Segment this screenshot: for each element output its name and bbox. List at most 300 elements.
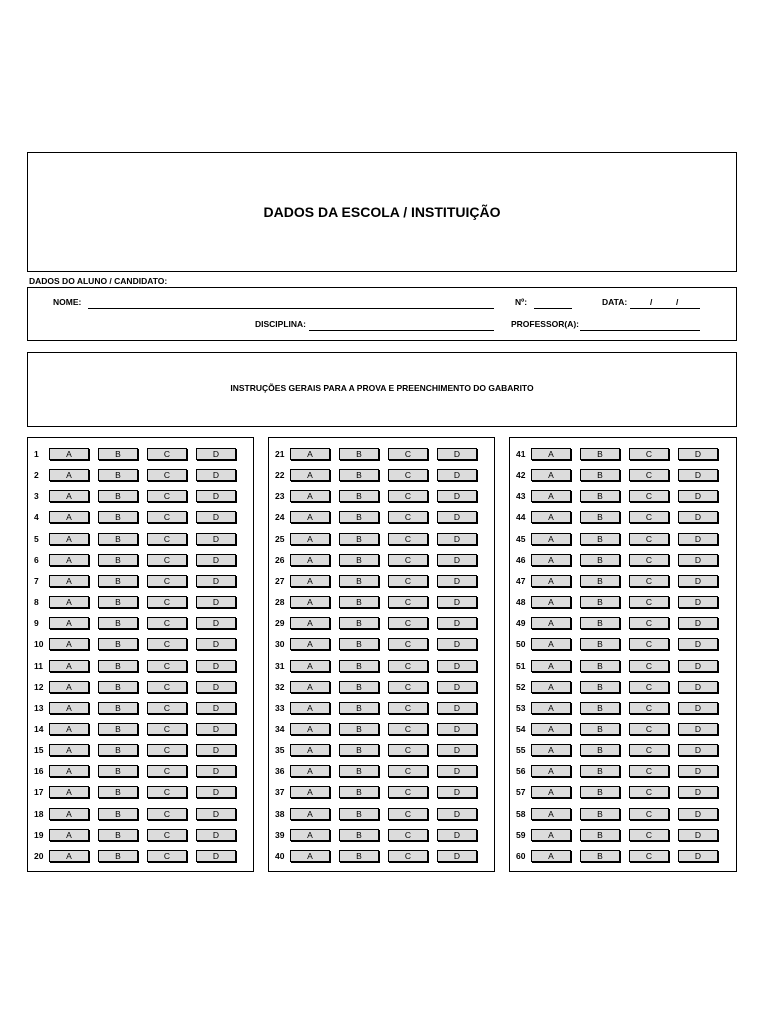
answer-option-a[interactable]: A bbox=[531, 808, 571, 820]
answer-option-d[interactable]: D bbox=[196, 850, 236, 862]
question-number: 5 bbox=[34, 534, 39, 544]
question-number: 41 bbox=[516, 449, 526, 459]
answer-option-a[interactable]: A bbox=[49, 533, 89, 545]
answer-option-c[interactable]: C bbox=[629, 786, 669, 798]
answer-option-a[interactable]: A bbox=[531, 490, 571, 502]
date-field[interactable] bbox=[630, 308, 700, 309]
answer-option-b[interactable]: B bbox=[98, 638, 138, 650]
answer-option-b[interactable]: B bbox=[580, 617, 620, 629]
answer-option-a[interactable]: A bbox=[531, 617, 571, 629]
answer-option-c[interactable]: C bbox=[147, 575, 187, 587]
question-row bbox=[28, 660, 253, 672]
question-number: 25 bbox=[275, 534, 285, 544]
answer-option-d[interactable]: D bbox=[437, 808, 477, 820]
answer-option-a[interactable]: A bbox=[49, 829, 89, 841]
answer-option-c[interactable]: C bbox=[388, 850, 428, 862]
answer-option-b[interactable]: B bbox=[98, 723, 138, 735]
answer-option-c[interactable]: C bbox=[147, 490, 187, 502]
answer-option-b[interactable]: B bbox=[98, 511, 138, 523]
answer-option-d[interactable]: D bbox=[196, 448, 236, 460]
answer-option-c[interactable]: C bbox=[388, 596, 428, 608]
answer-option-c[interactable]: C bbox=[147, 744, 187, 756]
question-number: 26 bbox=[275, 555, 285, 565]
answer-option-d[interactable]: D bbox=[678, 765, 718, 777]
answer-option-c[interactable]: C bbox=[388, 533, 428, 545]
answer-option-b[interactable]: B bbox=[98, 850, 138, 862]
question-number: 35 bbox=[275, 745, 285, 755]
answer-option-a[interactable]: A bbox=[49, 638, 89, 650]
answer-option-b[interactable]: B bbox=[98, 617, 138, 629]
answer-option-b[interactable]: B bbox=[98, 681, 138, 693]
question-row bbox=[269, 448, 494, 460]
answer-option-a[interactable]: A bbox=[49, 786, 89, 798]
answer-option-c[interactable]: C bbox=[147, 829, 187, 841]
answer-option-c[interactable]: C bbox=[147, 850, 187, 862]
date-label: DATA: bbox=[602, 297, 628, 307]
answer-option-c[interactable]: C bbox=[629, 765, 669, 777]
answer-option-a[interactable]: A bbox=[290, 765, 330, 777]
answer-option-a[interactable]: A bbox=[531, 660, 571, 672]
answer-option-a[interactable]: A bbox=[531, 448, 571, 460]
answer-option-a[interactable]: A bbox=[49, 448, 89, 460]
answer-option-c[interactable]: C bbox=[629, 744, 669, 756]
answer-option-d[interactable]: D bbox=[678, 469, 718, 481]
answer-option-d[interactable]: D bbox=[678, 660, 718, 672]
answer-option-b[interactable]: B bbox=[339, 638, 379, 650]
question-number: 32 bbox=[275, 682, 285, 692]
answer-option-d[interactable]: D bbox=[678, 554, 718, 566]
question-row bbox=[510, 681, 736, 693]
answer-option-b[interactable]: B bbox=[580, 511, 620, 523]
answer-option-b[interactable]: B bbox=[339, 702, 379, 714]
answer-option-c[interactable]: C bbox=[629, 554, 669, 566]
answer-option-d[interactable]: D bbox=[196, 490, 236, 502]
question-row bbox=[269, 765, 494, 777]
answer-option-d[interactable]: D bbox=[437, 660, 477, 672]
answer-option-a[interactable]: A bbox=[290, 533, 330, 545]
answer-option-a[interactable]: A bbox=[531, 723, 571, 735]
answer-option-a[interactable]: A bbox=[290, 617, 330, 629]
answer-option-d[interactable]: D bbox=[437, 702, 477, 714]
question-row bbox=[510, 660, 736, 672]
answer-option-c[interactable]: C bbox=[629, 575, 669, 587]
question-row bbox=[269, 617, 494, 629]
question-row bbox=[269, 808, 494, 820]
answer-option-c[interactable]: C bbox=[629, 490, 669, 502]
answer-option-d[interactable]: D bbox=[437, 596, 477, 608]
question-number: 20 bbox=[34, 851, 44, 861]
answer-option-d[interactable]: D bbox=[196, 702, 236, 714]
answer-option-b[interactable]: B bbox=[98, 786, 138, 798]
answer-option-b[interactable]: B bbox=[580, 829, 620, 841]
answer-option-d[interactable]: D bbox=[196, 511, 236, 523]
number-field[interactable] bbox=[534, 308, 572, 309]
answer-option-b[interactable]: B bbox=[580, 681, 620, 693]
answer-option-c[interactable]: C bbox=[629, 850, 669, 862]
answer-option-c[interactable]: C bbox=[629, 702, 669, 714]
question-row bbox=[269, 469, 494, 481]
answer-option-d[interactable]: D bbox=[196, 554, 236, 566]
answer-option-a[interactable]: A bbox=[290, 638, 330, 650]
answer-option-d[interactable]: D bbox=[196, 617, 236, 629]
answer-option-c[interactable]: C bbox=[147, 596, 187, 608]
answer-option-a[interactable]: A bbox=[290, 744, 330, 756]
answer-option-b[interactable]: B bbox=[98, 744, 138, 756]
answer-option-c[interactable]: C bbox=[388, 829, 428, 841]
answer-option-c[interactable]: C bbox=[388, 723, 428, 735]
answer-option-c[interactable]: C bbox=[629, 533, 669, 545]
answer-option-c[interactable]: C bbox=[388, 808, 428, 820]
answer-option-d[interactable]: D bbox=[437, 850, 477, 862]
answer-option-a[interactable]: A bbox=[49, 490, 89, 502]
answer-option-c[interactable]: C bbox=[147, 617, 187, 629]
answer-option-b[interactable]: B bbox=[580, 575, 620, 587]
answer-option-b[interactable]: B bbox=[339, 765, 379, 777]
answer-option-d[interactable]: D bbox=[437, 448, 477, 460]
answer-option-b[interactable]: B bbox=[339, 808, 379, 820]
answer-option-b[interactable]: B bbox=[339, 617, 379, 629]
answer-option-d[interactable]: D bbox=[678, 723, 718, 735]
answer-option-b[interactable]: B bbox=[580, 744, 620, 756]
answer-option-c[interactable]: C bbox=[147, 448, 187, 460]
answer-option-a[interactable]: A bbox=[531, 765, 571, 777]
answer-option-d[interactable]: D bbox=[437, 511, 477, 523]
answer-option-a[interactable]: A bbox=[531, 702, 571, 714]
answer-option-b[interactable]: B bbox=[339, 681, 379, 693]
question-row bbox=[510, 448, 736, 460]
question-row bbox=[510, 829, 736, 841]
subject-field[interactable] bbox=[309, 330, 494, 331]
question-number: 3 bbox=[34, 491, 39, 501]
answer-option-b[interactable]: B bbox=[98, 765, 138, 777]
answer-option-a[interactable]: A bbox=[49, 617, 89, 629]
answer-option-a[interactable]: A bbox=[531, 638, 571, 650]
answer-option-d[interactable]: D bbox=[196, 575, 236, 587]
answer-option-b[interactable]: B bbox=[339, 575, 379, 587]
answer-option-b[interactable]: B bbox=[580, 723, 620, 735]
question-number: 42 bbox=[516, 470, 526, 480]
answer-option-b[interactable]: B bbox=[580, 702, 620, 714]
answer-option-d[interactable]: D bbox=[196, 829, 236, 841]
answer-option-b[interactable]: B bbox=[339, 786, 379, 798]
answer-option-c[interactable]: C bbox=[388, 448, 428, 460]
answer-option-b[interactable]: B bbox=[98, 448, 138, 460]
answer-option-d[interactable]: D bbox=[196, 596, 236, 608]
answer-option-c[interactable]: C bbox=[629, 511, 669, 523]
answer-option-d[interactable]: D bbox=[678, 490, 718, 502]
answer-option-c[interactable]: C bbox=[147, 786, 187, 798]
answer-option-a[interactable]: A bbox=[531, 744, 571, 756]
answer-option-d[interactable]: D bbox=[678, 617, 718, 629]
question-row bbox=[269, 596, 494, 608]
answer-option-a[interactable]: A bbox=[49, 765, 89, 777]
question-number: 15 bbox=[34, 745, 44, 755]
answer-option-a[interactable]: A bbox=[531, 681, 571, 693]
answer-option-d[interactable]: D bbox=[678, 575, 718, 587]
answer-option-d[interactable]: D bbox=[196, 638, 236, 650]
answer-option-c[interactable]: C bbox=[147, 638, 187, 650]
answer-option-d[interactable]: D bbox=[196, 469, 236, 481]
answer-option-b[interactable]: B bbox=[98, 533, 138, 545]
answer-option-c[interactable]: C bbox=[388, 469, 428, 481]
question-number: 24 bbox=[275, 512, 285, 522]
answer-option-a[interactable]: A bbox=[531, 511, 571, 523]
answer-option-b[interactable]: B bbox=[98, 575, 138, 587]
answer-option-d[interactable]: D bbox=[678, 808, 718, 820]
question-number: 14 bbox=[34, 724, 44, 734]
answer-option-c[interactable]: C bbox=[388, 490, 428, 502]
question-row bbox=[269, 638, 494, 650]
answer-option-a[interactable]: A bbox=[531, 786, 571, 798]
answer-option-c[interactable]: C bbox=[388, 660, 428, 672]
student-section-label: DADOS DO ALUNO / CANDIDATO: bbox=[29, 276, 168, 286]
answer-option-d[interactable]: D bbox=[437, 744, 477, 756]
answer-option-d[interactable]: D bbox=[678, 702, 718, 714]
answer-option-b[interactable]: B bbox=[339, 490, 379, 502]
answer-option-d[interactable]: D bbox=[678, 638, 718, 650]
answer-option-b[interactable]: B bbox=[98, 808, 138, 820]
answer-option-d[interactable]: D bbox=[678, 744, 718, 756]
answer-option-a[interactable]: A bbox=[290, 490, 330, 502]
answer-option-d[interactable]: D bbox=[678, 786, 718, 798]
answer-option-b[interactable]: B bbox=[580, 660, 620, 672]
answer-option-b[interactable]: B bbox=[339, 469, 379, 481]
answer-option-d[interactable]: D bbox=[678, 596, 718, 608]
answer-option-b[interactable]: B bbox=[339, 554, 379, 566]
answer-option-a[interactable]: A bbox=[49, 723, 89, 735]
answer-option-c[interactable]: C bbox=[629, 660, 669, 672]
answer-option-a[interactable]: A bbox=[49, 744, 89, 756]
question-number: 52 bbox=[516, 682, 526, 692]
question-number: 23 bbox=[275, 491, 285, 501]
answer-option-d[interactable]: D bbox=[196, 660, 236, 672]
question-row bbox=[269, 660, 494, 672]
answer-option-a[interactable]: A bbox=[49, 575, 89, 587]
answer-option-a[interactable]: A bbox=[290, 723, 330, 735]
answer-option-a[interactable]: A bbox=[290, 448, 330, 460]
answer-option-c[interactable]: C bbox=[629, 829, 669, 841]
answer-option-d[interactable]: D bbox=[678, 533, 718, 545]
answer-option-a[interactable]: A bbox=[290, 681, 330, 693]
answer-option-d[interactable]: D bbox=[196, 808, 236, 820]
answer-option-b[interactable]: B bbox=[98, 702, 138, 714]
question-row bbox=[28, 829, 253, 841]
answer-option-c[interactable]: C bbox=[388, 575, 428, 587]
answer-option-c[interactable]: C bbox=[147, 702, 187, 714]
answer-option-b[interactable]: B bbox=[580, 554, 620, 566]
answer-option-d[interactable]: D bbox=[678, 681, 718, 693]
question-row bbox=[269, 786, 494, 798]
answer-option-a[interactable]: A bbox=[290, 596, 330, 608]
answer-option-c[interactable]: C bbox=[147, 765, 187, 777]
answer-option-a[interactable]: A bbox=[531, 850, 571, 862]
answer-option-d[interactable]: D bbox=[437, 469, 477, 481]
answer-option-d[interactable]: D bbox=[196, 744, 236, 756]
answer-option-d[interactable]: D bbox=[196, 765, 236, 777]
answer-option-d[interactable]: D bbox=[678, 511, 718, 523]
question-number: 43 bbox=[516, 491, 526, 501]
answer-option-a[interactable]: A bbox=[290, 850, 330, 862]
answer-option-c[interactable]: C bbox=[147, 469, 187, 481]
answer-option-c[interactable]: C bbox=[147, 511, 187, 523]
answer-option-c[interactable]: C bbox=[629, 681, 669, 693]
answer-option-d[interactable]: D bbox=[437, 617, 477, 629]
answer-option-a[interactable]: A bbox=[290, 554, 330, 566]
answer-option-c[interactable]: C bbox=[388, 617, 428, 629]
answer-option-b[interactable]: B bbox=[339, 723, 379, 735]
answer-option-d[interactable]: D bbox=[437, 786, 477, 798]
answer-column-1 bbox=[27, 437, 254, 872]
answer-option-b[interactable]: B bbox=[339, 448, 379, 460]
answer-option-a[interactable]: A bbox=[49, 511, 89, 523]
answer-option-d[interactable]: D bbox=[437, 765, 477, 777]
answer-option-a[interactable]: A bbox=[531, 533, 571, 545]
answer-option-c[interactable]: C bbox=[147, 808, 187, 820]
answer-option-a[interactable]: A bbox=[49, 850, 89, 862]
question-row bbox=[28, 702, 253, 714]
answer-option-a[interactable]: A bbox=[49, 554, 89, 566]
answer-option-b[interactable]: B bbox=[580, 490, 620, 502]
answer-option-a[interactable]: A bbox=[531, 575, 571, 587]
answer-option-a[interactable]: A bbox=[290, 786, 330, 798]
answer-option-a[interactable]: A bbox=[531, 829, 571, 841]
answer-option-c[interactable]: C bbox=[147, 533, 187, 545]
answer-option-d[interactable]: D bbox=[437, 829, 477, 841]
question-number: 58 bbox=[516, 809, 526, 819]
answer-option-c[interactable]: C bbox=[147, 681, 187, 693]
answer-option-a[interactable]: A bbox=[49, 681, 89, 693]
question-number: 47 bbox=[516, 576, 526, 586]
answer-option-d[interactable]: D bbox=[678, 829, 718, 841]
answer-option-c[interactable]: C bbox=[388, 744, 428, 756]
answer-option-a[interactable]: A bbox=[49, 469, 89, 481]
answer-option-c[interactable]: C bbox=[629, 617, 669, 629]
answer-option-b[interactable]: B bbox=[339, 660, 379, 672]
school-data-box bbox=[27, 152, 737, 272]
answer-option-d[interactable]: D bbox=[437, 723, 477, 735]
answer-option-c[interactable]: C bbox=[388, 511, 428, 523]
instructions-box bbox=[27, 352, 737, 427]
answer-option-c[interactable]: C bbox=[388, 765, 428, 777]
answer-option-c[interactable]: C bbox=[388, 554, 428, 566]
answer-option-b[interactable]: B bbox=[98, 469, 138, 481]
answer-option-b[interactable]: B bbox=[580, 786, 620, 798]
answer-option-a[interactable]: A bbox=[290, 660, 330, 672]
answer-option-b[interactable]: B bbox=[339, 744, 379, 756]
answer-option-c[interactable]: C bbox=[629, 638, 669, 650]
question-row bbox=[510, 744, 736, 756]
answer-option-b[interactable]: B bbox=[580, 448, 620, 460]
question-number: 38 bbox=[275, 809, 285, 819]
answer-option-c[interactable]: C bbox=[629, 448, 669, 460]
question-row bbox=[28, 533, 253, 545]
answer-option-a[interactable]: A bbox=[49, 808, 89, 820]
answer-option-a[interactable]: A bbox=[290, 702, 330, 714]
answer-option-b[interactable]: B bbox=[98, 596, 138, 608]
answer-option-d[interactable]: D bbox=[437, 554, 477, 566]
answer-option-a[interactable]: A bbox=[290, 469, 330, 481]
answer-option-c[interactable]: C bbox=[388, 681, 428, 693]
question-number: 1 bbox=[34, 449, 39, 459]
answer-option-b[interactable]: B bbox=[98, 660, 138, 672]
question-number: 57 bbox=[516, 787, 526, 797]
answer-option-d[interactable]: D bbox=[437, 638, 477, 650]
answer-option-d[interactable]: D bbox=[437, 490, 477, 502]
question-row bbox=[28, 638, 253, 650]
answer-option-b[interactable]: B bbox=[580, 638, 620, 650]
answer-option-b[interactable]: B bbox=[98, 490, 138, 502]
answer-option-c[interactable]: C bbox=[388, 638, 428, 650]
answer-option-d[interactable]: D bbox=[437, 533, 477, 545]
answer-option-b[interactable]: B bbox=[580, 533, 620, 545]
answer-option-c[interactable]: C bbox=[388, 786, 428, 798]
answer-option-b[interactable]: B bbox=[580, 596, 620, 608]
question-row bbox=[269, 702, 494, 714]
question-row bbox=[28, 808, 253, 820]
name-field[interactable] bbox=[88, 308, 494, 309]
question-number: 18 bbox=[34, 809, 44, 819]
question-number: 44 bbox=[516, 512, 526, 522]
answer-option-d[interactable]: D bbox=[437, 575, 477, 587]
answer-option-d[interactable]: D bbox=[196, 786, 236, 798]
question-number: 45 bbox=[516, 534, 526, 544]
answer-option-b[interactable]: B bbox=[98, 829, 138, 841]
answer-option-b[interactable]: B bbox=[339, 850, 379, 862]
answer-option-b[interactable]: B bbox=[339, 596, 379, 608]
answer-option-c[interactable]: C bbox=[388, 702, 428, 714]
answer-option-c[interactable]: C bbox=[629, 469, 669, 481]
question-row bbox=[28, 575, 253, 587]
answer-option-d[interactable]: D bbox=[678, 850, 718, 862]
answer-option-b[interactable]: B bbox=[580, 850, 620, 862]
answer-option-c[interactable]: C bbox=[147, 660, 187, 672]
date-separator: / bbox=[676, 297, 679, 307]
answer-option-a[interactable]: A bbox=[531, 469, 571, 481]
question-row bbox=[28, 850, 253, 862]
answer-option-b[interactable]: B bbox=[339, 511, 379, 523]
answer-option-b[interactable]: B bbox=[339, 829, 379, 841]
answer-option-d[interactable]: D bbox=[196, 723, 236, 735]
answer-option-c[interactable]: C bbox=[147, 723, 187, 735]
answer-option-a[interactable]: A bbox=[49, 702, 89, 714]
question-row bbox=[28, 511, 253, 523]
answer-option-a[interactable]: A bbox=[290, 575, 330, 587]
answer-option-a[interactable]: A bbox=[531, 554, 571, 566]
answer-option-a[interactable]: A bbox=[290, 808, 330, 820]
answer-option-a[interactable]: A bbox=[49, 660, 89, 672]
answer-option-d[interactable]: D bbox=[678, 448, 718, 460]
answer-option-d[interactable]: D bbox=[196, 533, 236, 545]
answer-option-c[interactable]: C bbox=[629, 723, 669, 735]
answer-option-a[interactable]: A bbox=[531, 596, 571, 608]
question-number: 28 bbox=[275, 597, 285, 607]
teacher-field[interactable] bbox=[580, 330, 700, 331]
answer-option-b[interactable]: B bbox=[580, 808, 620, 820]
answer-option-d[interactable]: D bbox=[437, 681, 477, 693]
answer-option-d[interactable]: D bbox=[196, 681, 236, 693]
answer-option-b[interactable]: B bbox=[580, 469, 620, 481]
answer-option-b[interactable]: B bbox=[98, 554, 138, 566]
answer-option-a[interactable]: A bbox=[290, 511, 330, 523]
answer-option-c[interactable]: C bbox=[629, 596, 669, 608]
answer-option-c[interactable]: C bbox=[629, 808, 669, 820]
answer-option-b[interactable]: B bbox=[339, 533, 379, 545]
question-row bbox=[510, 511, 736, 523]
answer-option-c[interactable]: C bbox=[147, 554, 187, 566]
answer-option-a[interactable]: A bbox=[49, 596, 89, 608]
answer-option-a[interactable]: A bbox=[290, 829, 330, 841]
answer-option-b[interactable]: B bbox=[580, 765, 620, 777]
